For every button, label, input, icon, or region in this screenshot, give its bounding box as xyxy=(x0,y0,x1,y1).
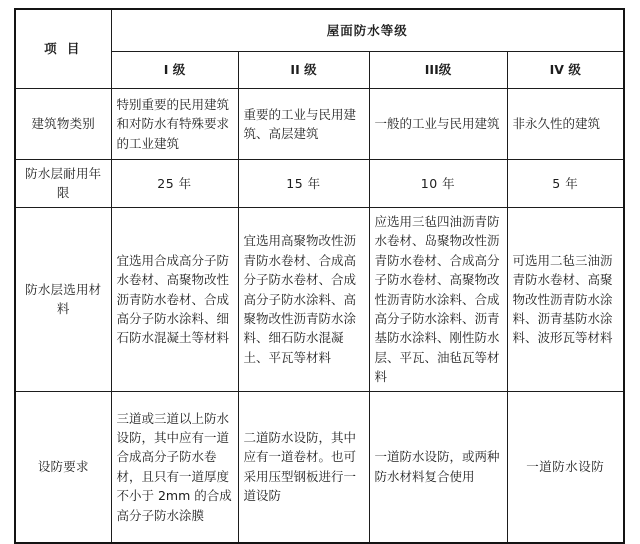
table-row xyxy=(15,160,624,208)
table-row xyxy=(15,207,624,391)
header-grade-3: III级 xyxy=(369,52,507,89)
spec-table-container xyxy=(14,8,623,544)
table-header-row-group xyxy=(15,9,624,52)
cell-material-grade3: 应选用三毡四油沥青防水卷材、岛聚物改性沥青防水卷材、合成高分子防水卷材、高聚物改性沥青防水涂料、合成高分子防水涂料、沥青基防水涂料、刚性防水层、平瓦、油毡瓦等材料 xyxy=(369,207,507,391)
cell-building-category-grade1: 特别重要的民用建筑和对防水有特殊要求的工业建筑 xyxy=(111,89,238,160)
header-item-cell: 项 目 xyxy=(15,9,111,89)
cell-material-grade2: 宜选用高聚物改性沥青防水卷材、合成高分子防水卷材、合成高分子防水涂料、高聚物改性沥青防水涂料、细石防水混凝土、平瓦等材料 xyxy=(238,207,369,391)
row-label-service-life: 防水层耐用年限 xyxy=(15,160,111,208)
header-grade-2: II 级 xyxy=(238,52,369,89)
row-label-building-category: 建筑物类别 xyxy=(15,89,111,160)
header-grade-4: IV 级 xyxy=(507,52,624,89)
cell-building-category-grade3: 一般的工业与民用建筑 xyxy=(369,89,507,160)
cell-building-category-grade4: 非永久性的建筑 xyxy=(507,89,624,160)
cell-service-life-grade2: 15 年 xyxy=(238,160,369,208)
row-label-protection-requirement: 设防要求 xyxy=(15,391,111,543)
cell-material-grade4: 可选用二毡三油沥青防水卷材、高聚物改性沥青防水涂料、沥青基防水涂料、波形瓦等材料 xyxy=(507,207,624,391)
cell-requirement-grade1: 三道或三道以上防水设防，其中应有一道合成高分子防水卷材，且只有一道厚度不小于 2mm 的合成高分子防水涂膜 xyxy=(111,391,238,543)
cell-building-category-grade2: 重要的工业与民用建筑、高层建筑 xyxy=(238,89,369,160)
header-grade-1: I 级 xyxy=(111,52,238,89)
cell-service-life-grade3: 10 年 xyxy=(369,160,507,208)
cell-service-life-grade1: 25 年 xyxy=(111,160,238,208)
header-group-cell: 屋面防水等级 xyxy=(111,9,624,52)
table-row xyxy=(15,89,624,160)
table-row xyxy=(15,391,624,543)
roof-waterproofing-grade-table xyxy=(14,8,625,544)
cell-service-life-grade4: 5 年 xyxy=(507,160,624,208)
cell-requirement-grade3: 一道防水设防，或两种防水材料复合使用 xyxy=(369,391,507,543)
row-label-material-selection: 防水层选用材料 xyxy=(15,207,111,391)
cell-requirement-grade4: 一道防水设防 xyxy=(507,391,624,543)
cell-material-grade1: 宜选用合成高分子防水卷材、高聚物改性沥青防水卷材、合成高分子防水涂料、细石防水混凝土等材料 xyxy=(111,207,238,391)
cell-requirement-grade2: 二道防水设防，其中应有一道卷材。也可采用压型钢板进行一道设防 xyxy=(238,391,369,543)
